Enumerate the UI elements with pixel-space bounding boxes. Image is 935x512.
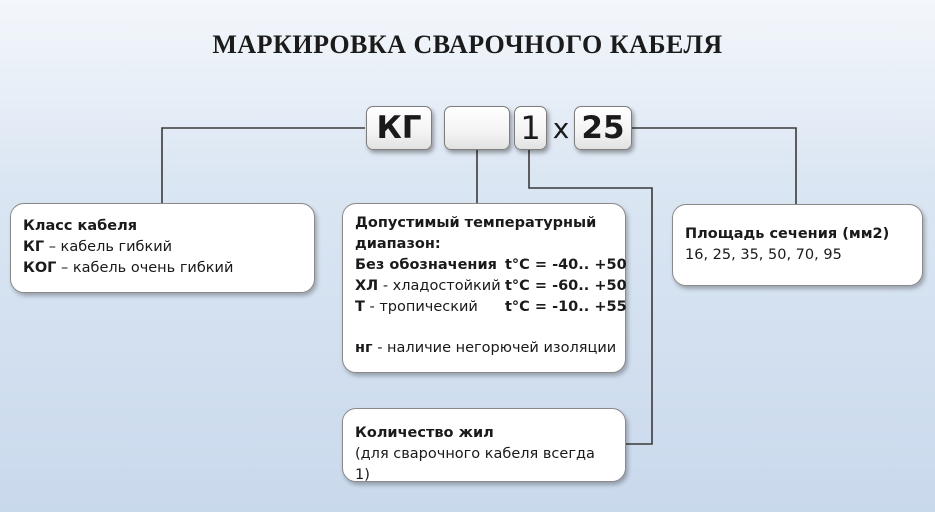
connector-section bbox=[632, 128, 796, 204]
temp-ng-desc: - наличие негорючей изоляции bbox=[372, 340, 617, 356]
temp-heading-2: диапазон: bbox=[355, 236, 441, 252]
temp-row-range: t°C = -10.. +55 bbox=[505, 299, 627, 315]
code-temp-blank bbox=[444, 106, 510, 150]
code-section-text: 25 bbox=[581, 110, 625, 146]
temp-row bbox=[355, 276, 627, 297]
class-heading: Класс кабеля bbox=[23, 218, 138, 234]
code-times-sign: x bbox=[552, 111, 570, 145]
code-section bbox=[574, 106, 632, 150]
class-kog-line bbox=[23, 258, 302, 279]
class-kg-desc: – кабель гибкий bbox=[44, 239, 173, 255]
temp-row-desc: - тропический bbox=[364, 299, 478, 315]
code-cores bbox=[514, 106, 547, 150]
temp-row bbox=[355, 297, 627, 318]
temp-heading-1: Допустимый температурный bbox=[355, 215, 597, 231]
temp-row-desc: - хладостойкий bbox=[378, 278, 501, 294]
section-box bbox=[672, 204, 923, 286]
temp-row-code: Без обозначения bbox=[355, 257, 497, 273]
cores-heading: Количество жил bbox=[355, 425, 494, 441]
temp-ng-line bbox=[355, 338, 615, 359]
temp-box bbox=[342, 203, 626, 373]
temp-row-range: t°C = -40.. +50 bbox=[505, 257, 627, 273]
cores-note: (для сварочного кабеля всегда 1) bbox=[355, 446, 595, 483]
temp-ng-code: нг bbox=[355, 340, 373, 356]
code-cores-text: 1 bbox=[520, 109, 541, 147]
class-kg-line bbox=[23, 237, 302, 258]
cores-box bbox=[342, 408, 626, 482]
temp-row-range: t°C = -60.. +50 bbox=[505, 278, 627, 294]
class-kg-code: КГ bbox=[23, 239, 45, 255]
section-heading: Площадь сечения (мм2) bbox=[685, 226, 890, 242]
temp-row-code: Т bbox=[355, 299, 365, 315]
diagram-title: МАРКИРОВКА СВАРОЧНОГО КАБЕЛЯ bbox=[212, 30, 723, 59]
class-kog-desc: – кабель очень гибкий bbox=[56, 260, 234, 276]
code-class-kg bbox=[366, 106, 432, 150]
class-box bbox=[10, 203, 315, 293]
section-values: 16, 25, 35, 50, 70, 95 bbox=[685, 247, 842, 263]
temp-row-code: ХЛ bbox=[355, 278, 379, 294]
class-kog-code: КОГ bbox=[23, 260, 57, 276]
temp-row bbox=[355, 255, 627, 276]
connector-class bbox=[162, 128, 365, 203]
code-class-text: КГ bbox=[376, 110, 422, 146]
